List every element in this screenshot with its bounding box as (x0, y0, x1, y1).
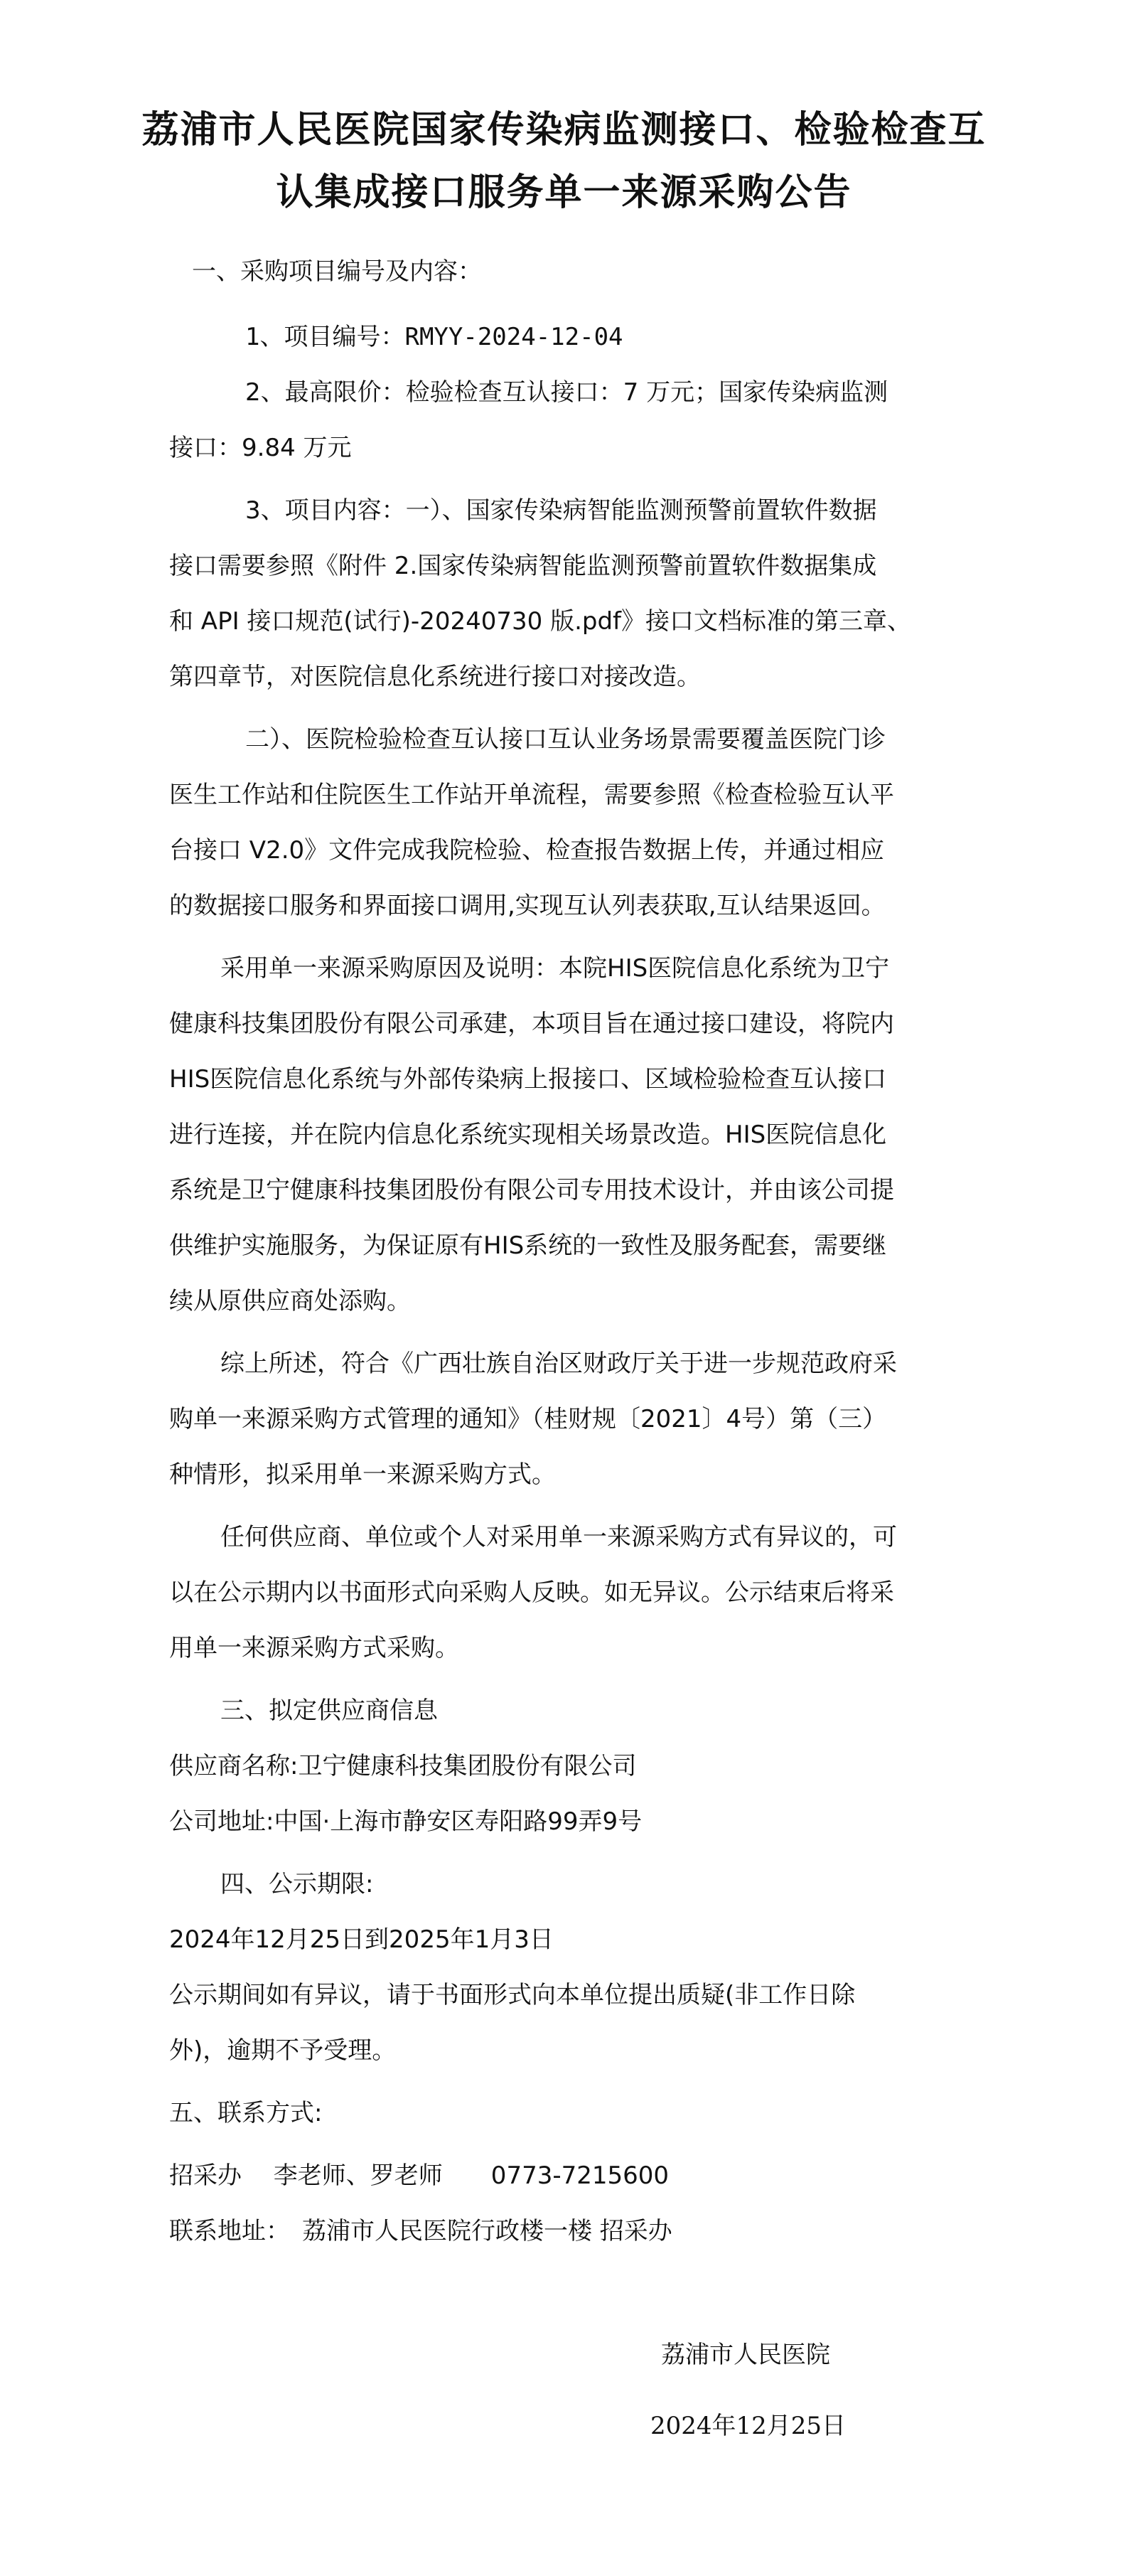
objection-line3: 用单一来源采购方式采购。 (169, 1634, 459, 1662)
section4-heading: 四、公示期限: (220, 1870, 374, 1898)
price-limit-line1: 2、最高限价：检验检查互认接口：7 万元；国家传染病监测 (245, 378, 888, 407)
price-limit-line2: 接口：9.84 万元 (169, 434, 352, 462)
reason-line5: 系统是卫宁健康科技集团股份有限公司专用技术设计，并由该公司提 (169, 1176, 894, 1204)
mutual-recognition-line4: 的数据接口服务和界面接口调用,实现互认列表获取,互认结果返回。 (169, 892, 886, 920)
contact-address: 联系地址： 荔浦市人民医院行政楼一楼 招采办 (169, 2217, 672, 2245)
mutual-recognition-line2: 医生工作站和住院医生工作站开单流程，需要参照《检查检验互认平 (169, 781, 894, 809)
objection-line1: 任何供应商、单位或个人对采用单一来源采购方式有异议的，可 (220, 1523, 897, 1551)
summary-line3: 种情形，拟采用单一来源采购方式。 (169, 1460, 556, 1489)
mutual-recognition-line3: 台接口 V2.0》文件完成我院检验、检查报告数据上传，并通过相应 (169, 836, 885, 865)
reason-line2: 健康科技集团股份有限公司承建，本项目旨在通过接口建设，将院内 (169, 1010, 894, 1038)
reason-line7: 续从原供应商处添购。 (169, 1287, 411, 1315)
summary-line2: 购单一来源采购方式管理的通知》（桂财规〔2021〕4号）第（三） (169, 1405, 887, 1433)
supplier-name: 供应商名称:卫宁健康科技集团股份有限公司 (169, 1752, 637, 1780)
reason-line1: 采用单一来源采购原因及说明：本院HIS医院信息化系统为卫宁 (220, 954, 890, 983)
document-title-line2: 认集成接口服务单一来源采购公告 (276, 171, 852, 214)
objection-line2: 以在公示期内以书面形式向采购人反映。如无异议。公示结束后将采 (169, 1578, 894, 1607)
project-number: 1、项目编号：RMYY-2024-12-04 (245, 323, 623, 351)
section1-heading: 一、采购项目编号及内容： (192, 257, 482, 286)
notice-period: 2024年12月25日到2025年1月3日 (169, 1925, 554, 1954)
supplier-address: 公司地址:中国·上海市静安区寿阳路99弄9号 (169, 1807, 643, 1836)
notice-note-line2: 外)，逾期不予受理。 (169, 2036, 397, 2065)
project-content-line2: 接口需要参照《附件 2.国家传染病智能监测预警前置软件数据集成 (169, 552, 877, 580)
document-title-line1: 荔浦市人民医院国家传染病监测接口、检验检查互 (141, 108, 987, 151)
section5-heading: 五、联系方式: (169, 2099, 323, 2127)
contact-info: 招采办 李老师、罗老师 0773-7215600 (169, 2161, 670, 2190)
mutual-recognition-line1: 二）、医院检验检查互认接口互认业务场景需要覆盖医院门诊 (245, 725, 886, 754)
notice-note-line1: 公示期间如有异议，请于书面形式向本单位提出质疑(非工作日除 (169, 1981, 856, 2009)
project-content-line1: 3、项目内容：一）、国家传染病智能监测预警前置软件数据 (245, 496, 877, 525)
reason-line4: 进行连接，并在院内信息化系统实现相关场景改造。HIS医院信息化 (169, 1121, 887, 1149)
project-content-line3: 和 API 接口规范(试行)-20240730 版.pdf》接口文档标准的第三章、 (169, 607, 912, 636)
signature-date: 2024年12月25日 (650, 2412, 847, 2440)
signature-organization: 荔浦市人民医院 (661, 2341, 830, 2369)
reason-line3: HIS医院信息化系统与外部传染病上报接口、区域检验检查互认接口 (169, 1065, 887, 1094)
section3-heading: 三、拟定供应商信息 (220, 1696, 438, 1725)
summary-line1: 综上所述，符合《广西壮族自治区财政厅关于进一步规范政府采 (220, 1350, 897, 1378)
reason-line6: 供维护实施服务，为保证原有HIS系统的一致性及服务配套，需要继 (169, 1231, 887, 1260)
project-content-line4: 第四章节，对医院信息化系统进行接口对接改造。 (169, 663, 701, 691)
